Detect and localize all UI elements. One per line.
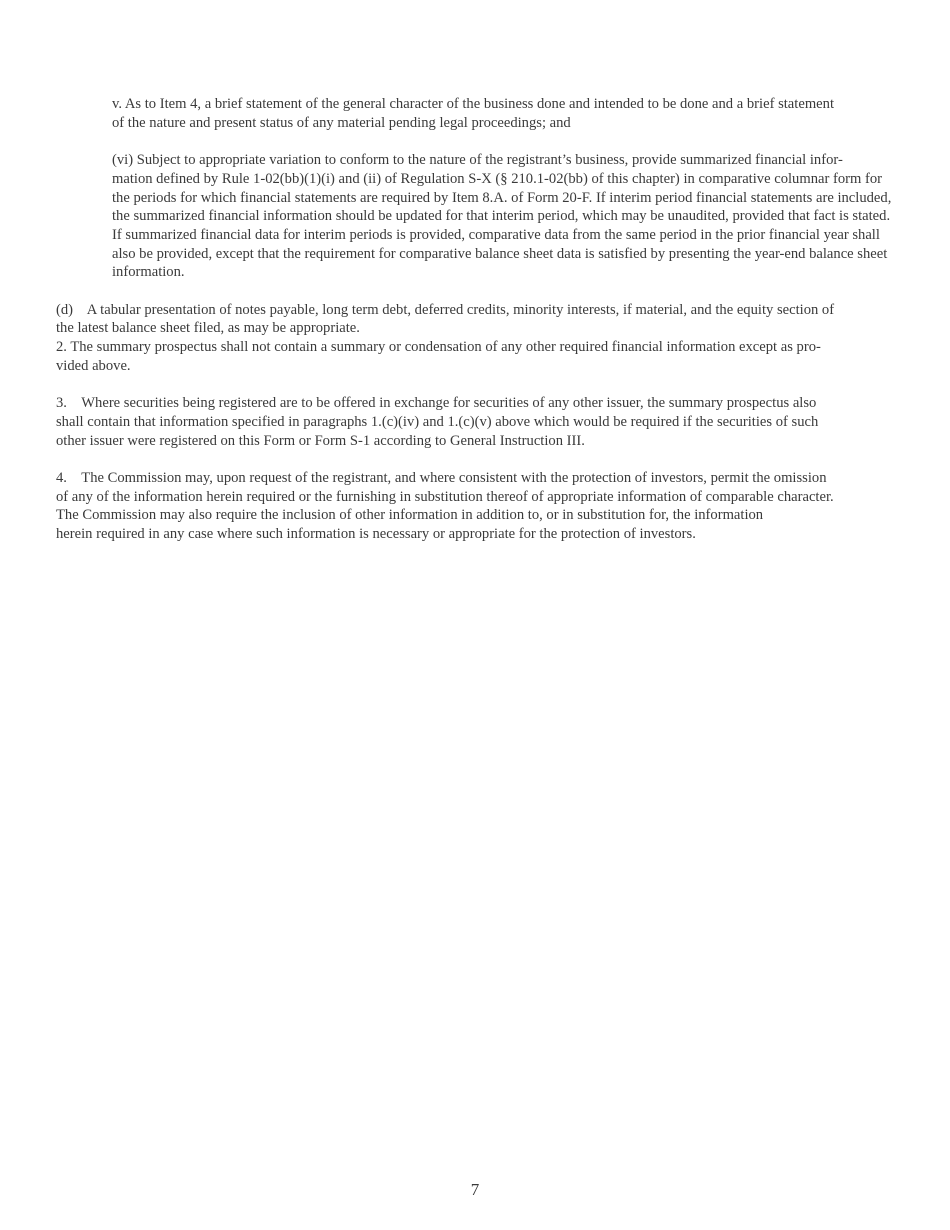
document-body [56, 95, 892, 563]
text-line: (d) A tabular presentation of notes payable, long term debt, deferred credits, minority interests, if material, and the equity section of [56, 301, 835, 318]
text-line: mation defined by Rule 1-02(bb)(1)(i) and (ii) of Regulation S-X (§ 210.1-02(bb) of this chapter) in comparative columnar form for [112, 170, 883, 187]
paragraph-item-4-statement [56, 95, 889, 132]
text-line: information. [112, 264, 185, 281]
paragraph-2-summary-prospectus [56, 338, 889, 375]
text-line: (vi) Subject to appropriate variation to conform to the nature of the registrant’s business, provide summarized financial infor- [112, 152, 843, 169]
text-line: other issuer were registered on this Form or Form S-1 according to General Instruction III. [56, 432, 585, 449]
text-line: the periods for which financial statements are required by Item 8.A. of Form 20-F. If interim period financial statements are included, [112, 189, 892, 206]
text-line: of the nature and present status of any material pending legal proceedings; and [112, 114, 571, 131]
text-line: the latest balance sheet filed, as may be appropriate. [56, 320, 360, 337]
text-line: 4. The Commission may, upon request of the registrant, and where consistent with the protection of investors, permit the omission [56, 470, 827, 486]
text-line: 2. The summary prospectus shall not contain a summary or condensation of any other required financial information except as pro- [56, 339, 821, 356]
text-line: the summarized financial information should be updated for that interim period, which may be unaudited, provided that fact is stated. [112, 208, 891, 225]
paragraph-summarized-financial-info [56, 151, 892, 282]
text-line: of any of the information herein required or the furnishing in substitution thereof of appropriate information of comparable character. [56, 488, 834, 505]
text-line: If summarized financial data for interim periods is provided, comparative data from the same period in the prior financial year shall [112, 226, 880, 243]
text-line: vided above. [56, 357, 131, 374]
paragraph-3-exchange-securities [56, 394, 889, 450]
text-line: herein required in any case where such information is necessary or appropriate for the protection of investors. [56, 526, 696, 543]
text-line: also be provided, except that the requirement for comparative balance sheet data is satisfied by presenting the year-end balance sheet [112, 245, 888, 262]
page-number: 7 [470, 1180, 480, 1199]
paragraph-d-tabular-presentation [56, 301, 889, 338]
text-line: 3. Where securities being registered are to be offered in exchange for securities of any other issuer, the summary prospectus also [56, 395, 817, 412]
text-line: The Commission may also require the inclusion of other information in addition to, or in substitution for, the information [56, 507, 764, 524]
paragraph-4-commission-omission [56, 469, 889, 544]
text-line: v. As to Item 4, a brief statement of the general character of the business done and intended to be done and a brief statement [112, 96, 834, 112]
text-line: shall contain that information specified in paragraphs 1.(c)(iv) and 1.(c)(v) above which would be required if the securities of such [56, 413, 819, 430]
